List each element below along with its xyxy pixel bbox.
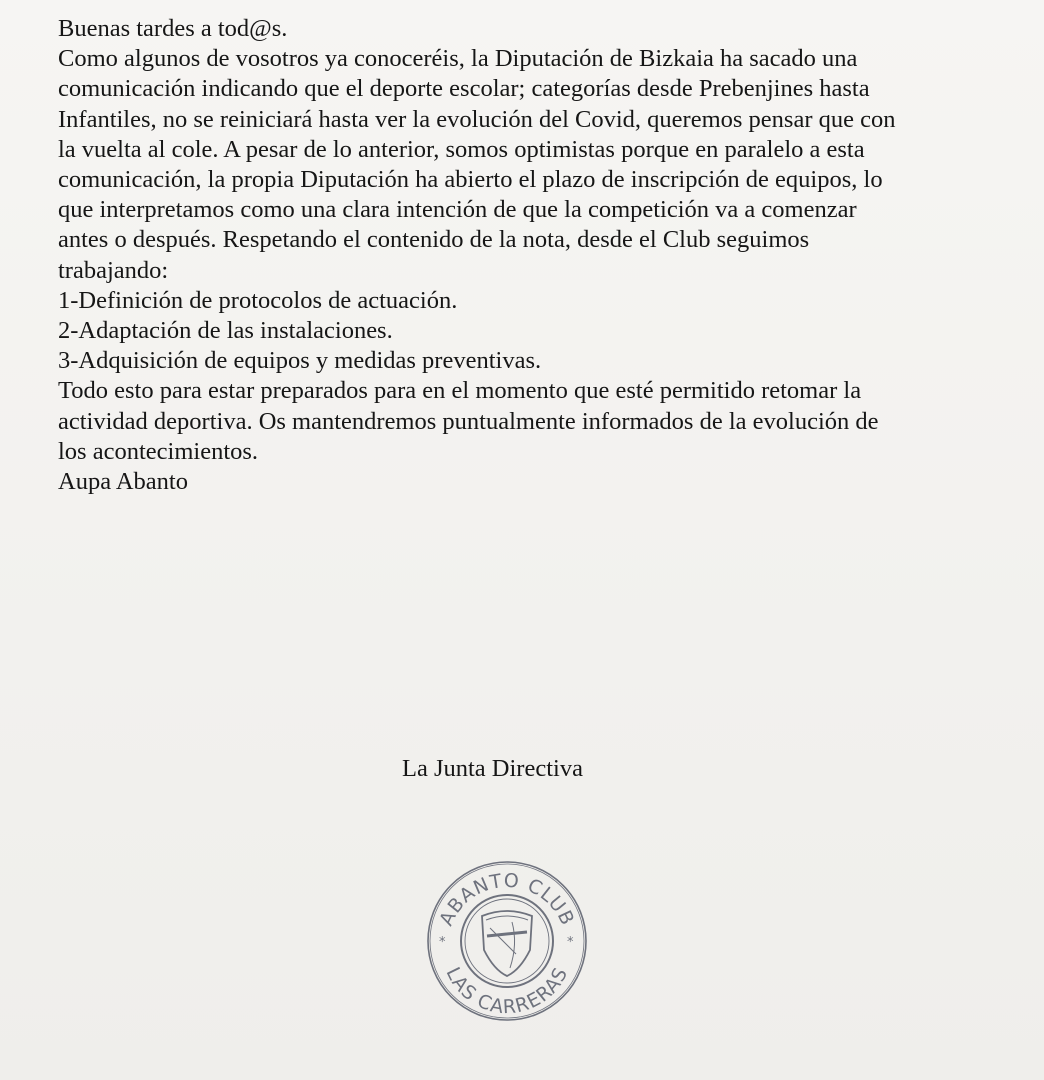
letter-line: que interpretamos como una clara intención de que la competición va a comenzar	[58, 196, 857, 224]
letter-line: comunicación, la propia Diputación ha abierto el plazo de inscripción de equipos, lo	[58, 166, 883, 194]
letter-line: trabajando:	[58, 256, 169, 284]
letter-line: antes o después. Respetando el contenido de la nota, desde el Club seguimos	[58, 226, 810, 254]
letter-line: Como algunos de vosotros ya conoceréis, la Diputación de Bizkaia ha sacado una	[58, 45, 858, 73]
club-stamp	[424, 858, 590, 1024]
stamp-top-text: ABANTO CLUB	[435, 869, 579, 930]
letter-closing: Aupa Abanto	[58, 468, 188, 496]
letter-line: Todo esto para estar preparados para en el momento que esté permitido retomar la	[58, 377, 862, 405]
list-item-protocols: 1-Definición de protocolos de actuación.	[58, 286, 458, 314]
list-item-facilities: 2-Adaptación de las instalaciones.	[58, 317, 393, 345]
list-item-equipment: 3-Adquisición de equipos y medidas preventivas.	[58, 347, 542, 375]
letter-line: la vuelta al cole. A pesar de lo anterior, somos optimistas porque en paralelo a esta	[58, 135, 865, 163]
club-seal-icon	[424, 858, 590, 1024]
stamp-star-right-icon: *	[567, 935, 575, 950]
stamp-bottom-text: LAS CARRERAS	[441, 963, 573, 1019]
signature-line: La Junta Directiva	[402, 755, 583, 782]
letter-body	[58, 14, 1018, 497]
letter-line: Infantiles, no se reiniciará hasta ver la evolución del Covid, queremos pensar que con	[58, 105, 896, 133]
stamp-star-left-icon: *	[439, 935, 447, 950]
letter-line: los acontecimientos.	[58, 437, 259, 465]
letter-line: actividad deportiva. Os mantendremos puntualmente informados de la evolución de	[58, 407, 879, 435]
letter-greeting: Buenas tardes a tod@s.	[58, 15, 288, 42]
letter-line: comunicación indicando que el deporte escolar; categorías desde Prebenjines hasta	[58, 75, 870, 103]
